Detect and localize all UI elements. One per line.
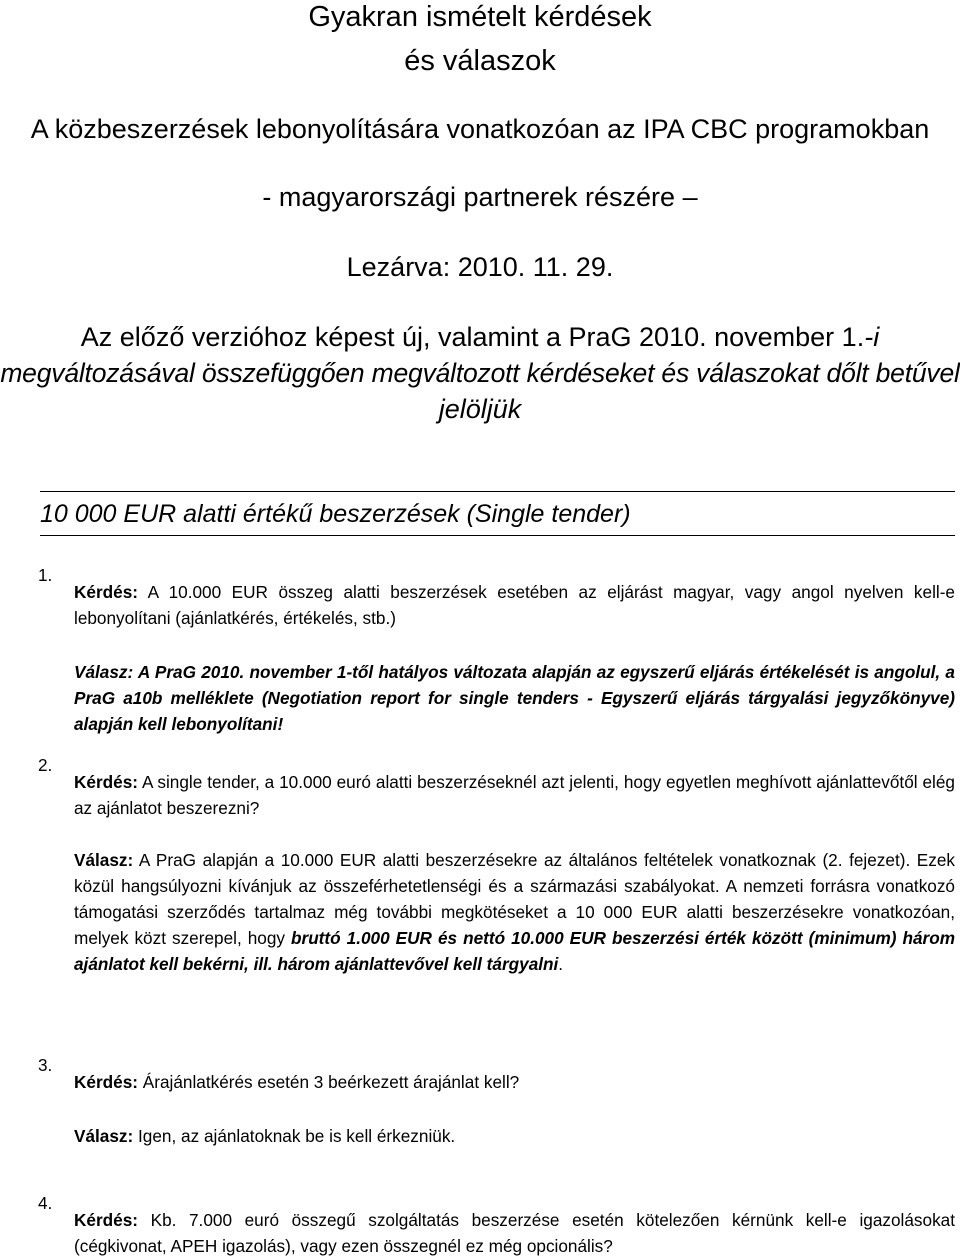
answer-text: Igen, az ajánlatoknak be is kell érkezniük. bbox=[133, 1126, 456, 1147]
page-title-line2: és válaszok bbox=[404, 45, 556, 77]
question-label: Kérdés: bbox=[74, 1210, 138, 1231]
closed-date: Lezárva: 2010. 11. 29. bbox=[346, 252, 614, 282]
answer-label: Válasz: bbox=[74, 662, 134, 683]
section-rule-bottom bbox=[40, 535, 955, 536]
subtitle: A közbeszerzések lebonyolítására vonatkozóan az IPA CBC programokban bbox=[30, 114, 930, 144]
question-number: 2. bbox=[38, 755, 53, 775]
answer-3 bbox=[74, 1123, 955, 1149]
question-text: A single tender, a 10.000 euró alatti beszerzéseknél azt jelenti, hogy egyetlen meghívott ajánlattevőtől elég az ajánlatot beszerezni? bbox=[74, 772, 955, 819]
question-label: Kérdés: bbox=[74, 772, 138, 793]
answer-text: A PraG alapján a 10.000 EUR alatti beszerzésekre az általános feltételek vonatkoznak (2. fejezet). Ezek közül hangsúlyozni kívánjuk az összeférhetetlenségi és a származási szabályokat. A nemzeti forrásra vonatkozó támogatási szerződés tartalmaz még további megkötéseket a 10 000 EUR alatti beszerzésekre vonatkozóan, melyek közt szerepel, hogy bbox=[74, 850, 955, 949]
question-text: A 10.000 EUR összeg alatti beszerzések esetében az eljárást magyar, vagy angol nyelven kell-e lebonyolítani (ajánlatkérés, értékelés, stb.) bbox=[74, 582, 955, 629]
question-2 bbox=[74, 769, 955, 821]
page-title: Gyakran ismételt kérdések bbox=[308, 1, 652, 33]
question-number: 3. bbox=[38, 1055, 53, 1075]
answer-end: . bbox=[558, 954, 564, 975]
section-rule-top bbox=[40, 491, 955, 492]
answer-text: A PraG 2010. november 1-től hatályos változata alapján az egyszerű eljárás értékelését is angolul, a PraG a10b melléklete (Negotiation report for single tenders - Egyszerű eljárás tárgyalási jegyzőkönyve) alapján kell lebonyolítani! bbox=[74, 662, 955, 735]
question-text: Kb. 7.000 euró összegű szolgáltatás beszerzése esetén kötelezően kérnünk kell-e igazolásokat (cégkivonat, APEH igazolás), vagy ezen összegnél ez még opcionális? bbox=[74, 1210, 955, 1257]
question-3 bbox=[74, 1069, 955, 1095]
answer-label: Válasz: bbox=[74, 1126, 134, 1147]
question-label: Kérdés: bbox=[74, 582, 138, 603]
version-note-italic: -i bbox=[864, 322, 880, 352]
version-note-line1 bbox=[0, 320, 960, 354]
question-number: 4. bbox=[38, 1193, 53, 1213]
answer-emphasis: bruttó 1.000 EUR és nettó 10.000 EUR beszerzési érték között (minimum) három ajánlatot kell bekérni, ill. három ajánlattevővel kell tárgyalni bbox=[74, 928, 955, 975]
section-title: 10 000 EUR alatti értékű beszerzések (Single tender) bbox=[40, 500, 631, 528]
version-note-line3: jelöljük bbox=[438, 394, 522, 424]
audience-line: - magyarországi partnerek részére – bbox=[262, 182, 698, 212]
answer-1 bbox=[74, 659, 955, 737]
answer-label: Válasz: bbox=[74, 850, 134, 871]
question-4 bbox=[74, 1207, 955, 1259]
question-number: 1. bbox=[38, 565, 53, 585]
question-1 bbox=[74, 579, 955, 631]
question-label: Kérdés: bbox=[74, 1072, 138, 1093]
question-text: Árajánlatkérés esetén 3 beérkezett árajánlat kell? bbox=[138, 1072, 520, 1093]
version-note-plain: Az előző verzióhoz képest új, valamint a PraG 2010. november 1. bbox=[80, 322, 865, 352]
version-note-line2: megváltozásával összefüggően megváltozott kérdéseket és válaszokat dőlt betűvel bbox=[0, 358, 960, 388]
answer-2 bbox=[74, 847, 955, 977]
